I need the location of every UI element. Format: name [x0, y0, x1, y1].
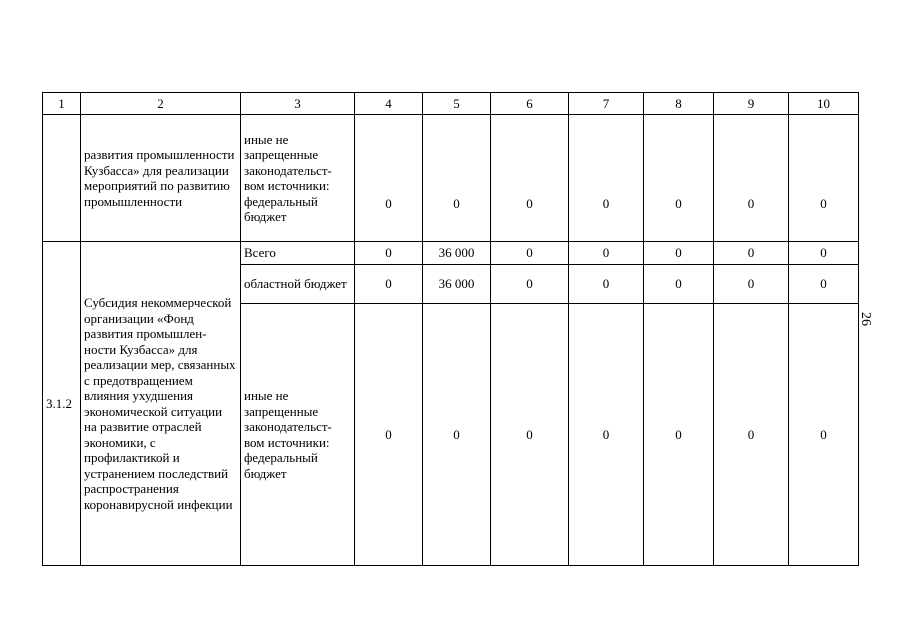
value-cell: 0: [355, 242, 423, 265]
value-cell: 0: [789, 265, 859, 304]
value-cell: 0: [355, 304, 423, 566]
value-cell: 0: [569, 242, 644, 265]
table-row-continuation: [43, 115, 859, 242]
table-row-total: [43, 242, 859, 265]
value-cell: 0: [644, 115, 714, 242]
value-cell: 0: [355, 265, 423, 304]
value-cell: 0: [491, 242, 569, 265]
value-cell: 36 000: [423, 265, 491, 304]
funding-source-cell: иные не запрещенные законодательст-вом источники: федеральный бюджет: [241, 115, 355, 242]
header-cell: 7: [569, 93, 644, 115]
header-cell: 5: [423, 93, 491, 115]
value-cell: 0: [355, 115, 423, 242]
value-cell: 0: [491, 265, 569, 304]
value-cell: 0: [714, 242, 789, 265]
value-cell: 0: [423, 304, 491, 566]
header-cell: 4: [355, 93, 423, 115]
value-cell: 0: [714, 265, 789, 304]
funding-source-cell: иные не запрещенные законодательст-вом источники: федеральный бюджет: [241, 304, 355, 566]
header-cell: 3: [241, 93, 355, 115]
header-cell: 1: [43, 93, 81, 115]
funding-source-cell: Всего: [241, 242, 355, 265]
value-cell: 0: [789, 304, 859, 566]
budget-table: [42, 92, 859, 566]
value-cell: 0: [714, 304, 789, 566]
value-cell: 0: [569, 265, 644, 304]
value-cell: 0: [644, 304, 714, 566]
measure-name-cell: развития промышленности Кузбасса» для реализации мероприятий по развитию промышленности: [81, 115, 241, 242]
measure-code-cell: [43, 115, 81, 242]
header-cell: 8: [644, 93, 714, 115]
value-cell: 0: [569, 304, 644, 566]
measure-name-cell: Субсидия некоммерческой организации «Фонд развития промышлен-ности Кузбасса» для реализации мер, связанных с предотвращением влияния ухудшения экономической ситуации на развитие отраслей экономики, с профилактикой и устранением последствий распространения коронавирусной инфекции: [81, 242, 241, 566]
measure-code-cell: 3.1.2: [43, 242, 81, 566]
header-cell: 2: [81, 93, 241, 115]
value-cell: 0: [714, 115, 789, 242]
value-cell: 0: [491, 115, 569, 242]
page-number: 26: [858, 312, 873, 326]
value-cell: 0: [789, 115, 859, 242]
value-cell: 0: [491, 304, 569, 566]
value-cell: 0: [789, 242, 859, 265]
header-cell: 9: [714, 93, 789, 115]
value-cell: 0: [569, 115, 644, 242]
value-cell: 0: [644, 242, 714, 265]
value-cell: 0: [423, 115, 491, 242]
header-row: [43, 93, 859, 115]
funding-source-cell: областной бюджет: [241, 265, 355, 304]
header-cell: 6: [491, 93, 569, 115]
value-cell: 0: [644, 265, 714, 304]
header-cell: 10: [789, 93, 859, 115]
value-cell: 36 000: [423, 242, 491, 265]
